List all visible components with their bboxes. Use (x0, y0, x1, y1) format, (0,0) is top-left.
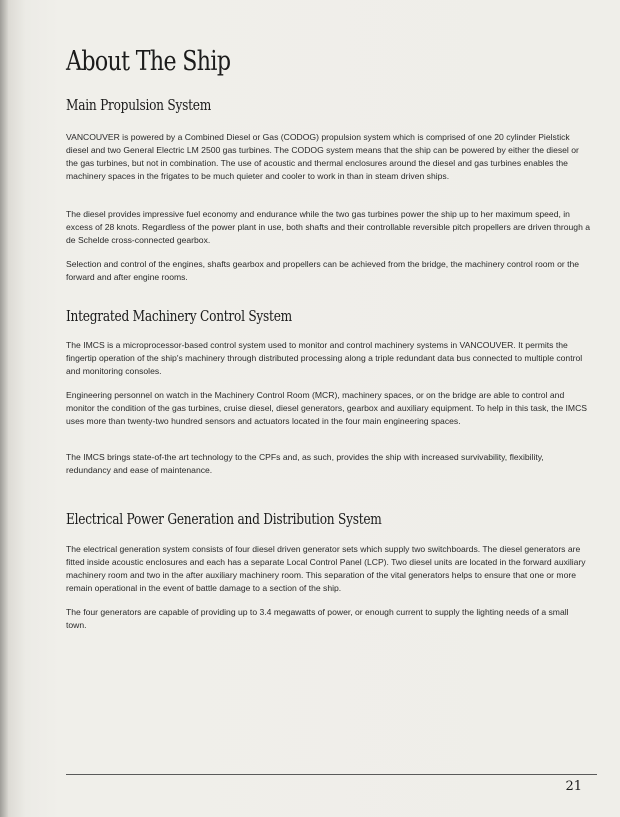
paragraph-generator-capacity: The four generators are capable of providing up to 3.4 megawatts of power, or enough current to supply the lighting needs of a small town. (66, 607, 569, 630)
paragraph-diesel-economy: The diesel provides impressive fuel economy and endurance while the two gas turbines power the ship up to her maximum speed, in excess of 28 knots. Regardless of the power plant in use, both shafts and their controllable reversible pitch propellers are driven through a de Schelde cross-connected gearbox. (66, 209, 591, 245)
section-heading-imcs: Integrated Machinery Control System (66, 309, 292, 325)
paragraph-imcs-benefits: The IMCS brings state-of-the art technology to the CPFs and, as such, provides the ship with increased survivability, flexibility, redundancy and ease of maintenance. (66, 452, 544, 475)
footer-divider (66, 774, 597, 775)
page-title: About The Ship (66, 46, 231, 77)
paragraph-imcs-overview: The IMCS is a microprocessor-based control system used to monitor and control machinery systems in VANCOUVER. It permits the fingertip operation of the ship's machinery through distributed processing along a triple redundant data bus connected to multiple control and monitoring consoles. (66, 340, 583, 376)
section-heading-electrical-power: Electrical Power Generation and Distribution System (66, 512, 382, 528)
book-spine-shadow (0, 0, 8, 817)
section-heading-main-propulsion: Main Propulsion System (66, 98, 212, 114)
paragraph-engineering-personnel: Engineering personnel on watch in the Machinery Control Room (MCR), machinery spaces, or on the bridge are able to control and monitor the condition of the gas turbines, cruise diesel, diesel generators, gearbox and auxiliary equipment. To help in this task, the IMCS uses more than twenty-two hundred sensors and actuators located in the four main engineering spaces. (66, 390, 588, 426)
page-number: 21 (565, 779, 582, 794)
paragraph-generation-system: The electrical generation system consists of four diesel driven generator sets which supply two switchboards. The diesel generators are fitted inside acoustic enclosures and each has a separate Local Control Panel (LCP). Two diesel units are located in the forward auxiliary machinery room and two in the after auxiliary machinery room. This separation of the vital generators helps to ensure that one or more remain operational in the event of battle damage to a section of the ship. (66, 544, 586, 593)
paragraph-engine-control: Selection and control of the engines, shafts gearbox and propellers can be achieved from the bridge, the machinery control room or the forward and after engine rooms. (66, 259, 580, 282)
paragraph-codog-propulsion: VANCOUVER is powered by a Combined Diesel or Gas (CODOG) propulsion system which is comprised of one 20 cylinder Pielstick diesel and two General Electric LM 2500 gas turbines. The CODOG system means that the ship can be powered by either the diesel or the gas turbines, but not in combination. The use of acoustic and thermal enclosures around the diesel and gas turbines enables the machinery spaces in the frigates to be much quieter and cooler to work in than in steam driven ships. (66, 132, 579, 181)
